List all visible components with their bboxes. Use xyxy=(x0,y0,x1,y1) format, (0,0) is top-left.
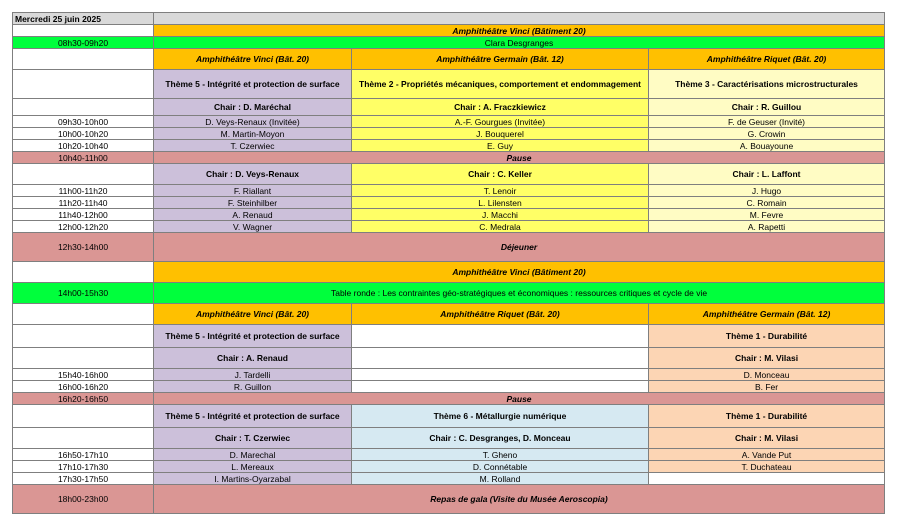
speaker: C. Medrala xyxy=(352,221,649,233)
chairs-row xyxy=(13,428,885,449)
plenary-row xyxy=(13,37,885,49)
talk-row xyxy=(13,381,885,393)
time-cell: 15h40-16h00 xyxy=(13,369,154,381)
talk-row xyxy=(13,473,885,485)
pause-row xyxy=(13,152,885,164)
date-row xyxy=(13,13,885,25)
chair-label: Chair : M. Vilasi xyxy=(649,348,885,369)
time-cell: 16h50-17h10 xyxy=(13,449,154,461)
room-header: Amphithéâtre Germain (Bât. 12) xyxy=(352,49,649,70)
time-cell: 17h30-17h50 xyxy=(13,473,154,485)
time-cell: 12h30-14h00 xyxy=(13,233,154,262)
speaker: C. Romain xyxy=(649,197,885,209)
lunch-label: Déjeuner xyxy=(154,233,885,262)
chair-label: Chair : C. Keller xyxy=(352,164,649,185)
date-row-fill xyxy=(154,13,885,25)
themes-row xyxy=(13,325,885,348)
speaker: J. Hugo xyxy=(649,185,885,197)
speaker: V. Wagner xyxy=(154,221,352,233)
talk-row xyxy=(13,461,885,473)
chairs-row xyxy=(13,164,885,185)
time-cell: 18h00-23h00 xyxy=(13,485,154,514)
chair-label: Chair : D. Veys-Renaux xyxy=(154,164,352,185)
chair-label: Chair : A. Renaud xyxy=(154,348,352,369)
speaker: D. Veys-Renaux (Invitée) xyxy=(154,116,352,128)
speaker: F. de Geuser (Invité) xyxy=(649,116,885,128)
theme-title: Thème 5 - Intégrité et protection de surface xyxy=(154,325,352,348)
talk-row xyxy=(13,221,885,233)
room-header: Amphithéâtre Vinci (Bâtiment 20) xyxy=(154,262,885,283)
chair-label: Chair : C. Desgranges, D. Monceau xyxy=(352,428,649,449)
speaker: L. Mereaux xyxy=(154,461,352,473)
time-cell: 16h00-16h20 xyxy=(13,381,154,393)
theme-title: Thème 1 - Durabilité xyxy=(649,405,885,428)
speaker: T. Gheno xyxy=(352,449,649,461)
pause-label: Pause xyxy=(154,152,885,164)
speaker: T. Lenoir xyxy=(352,185,649,197)
time-cell: 08h30-09h20 xyxy=(13,37,154,49)
speaker: J. Tardelli xyxy=(154,369,352,381)
speaker: R. Guillon xyxy=(154,381,352,393)
pause-label: Pause xyxy=(154,393,885,405)
time-cell: 11h20-11h40 xyxy=(13,197,154,209)
speaker: B. Fer xyxy=(649,381,885,393)
theme-title: Thème 1 - Durabilité xyxy=(649,325,885,348)
speaker: J. Macchi xyxy=(352,209,649,221)
speaker: T. Czerwiec xyxy=(154,140,352,152)
speaker: L. Lilensten xyxy=(352,197,649,209)
gala-row xyxy=(13,485,885,514)
speaker: A. Vande Put xyxy=(649,449,885,461)
speaker: G. Crowin xyxy=(649,128,885,140)
chair-label: Chair : T. Czerwiec xyxy=(154,428,352,449)
themes-row xyxy=(13,405,885,428)
speaker: D. Monceau xyxy=(649,369,885,381)
themes-row xyxy=(13,70,885,99)
chair-label: Chair : M. Vilasi xyxy=(649,428,885,449)
room-header: Amphithéâtre Riquet (Bât. 20) xyxy=(649,49,885,70)
talk-row xyxy=(13,128,885,140)
theme-title: Thème 5 - Intégrité et protection de surface xyxy=(154,70,352,99)
speaker: T. Duchateau xyxy=(649,461,885,473)
time-cell: 10h20-10h40 xyxy=(13,140,154,152)
theme-title: Thème 5 - Intégrité et protection de surface xyxy=(154,405,352,428)
room-header: Amphithéâtre Vinci (Bât. 20) xyxy=(154,304,352,325)
room-header: Amphithéâtre Vinci (Bâtiment 20) xyxy=(154,25,885,37)
talk-row xyxy=(13,185,885,197)
speaker: A. Renaud xyxy=(154,209,352,221)
speaker: E. Guy xyxy=(352,140,649,152)
date-cell: Mercredi 25 juin 2025 xyxy=(13,13,154,25)
pause-row xyxy=(13,393,885,405)
talk-row xyxy=(13,197,885,209)
time-cell: 09h30-10h00 xyxy=(13,116,154,128)
time-cell: 12h00-12h20 xyxy=(13,221,154,233)
time-cell: 10h00-10h20 xyxy=(13,128,154,140)
talk-row xyxy=(13,449,885,461)
time-cell: 11h40-12h00 xyxy=(13,209,154,221)
roundtable-title: Table ronde : Les contraintes géo-stratégiques et économiques : ressources critiques et cycle de vie xyxy=(154,283,885,304)
plenary-speaker: Clara Desgranges xyxy=(154,37,885,49)
roundtable-row xyxy=(13,283,885,304)
chair-label: Chair : L. Laffont xyxy=(649,164,885,185)
afternoon-room-row xyxy=(13,262,885,283)
speaker xyxy=(352,381,649,393)
session-rooms-row xyxy=(13,304,885,325)
speaker: J. Bouquerel xyxy=(352,128,649,140)
session-rooms-row xyxy=(13,49,885,70)
morning-room-row xyxy=(13,25,885,37)
theme-title: Thème 3 - Caractérisations microstructurales xyxy=(649,70,885,99)
speaker: D. Connétable xyxy=(352,461,649,473)
speaker: A. Bouayoune xyxy=(649,140,885,152)
speaker xyxy=(649,473,885,485)
gala-label: Repas de gala (Visite du Musée Aeroscopia) xyxy=(154,485,885,514)
schedule-table xyxy=(12,12,885,514)
chairs-row xyxy=(13,99,885,116)
speaker: A. Rapetti xyxy=(649,221,885,233)
talk-row xyxy=(13,369,885,381)
time-cell: 17h10-17h30 xyxy=(13,461,154,473)
theme-title: Thème 2 - Propriétés mécaniques, comportement et endommagement xyxy=(352,70,649,99)
time-cell: 14h00-15h30 xyxy=(13,283,154,304)
time-cell: 16h20-16h50 xyxy=(13,393,154,405)
theme-title: Thème 6 - Métallurgie numérique xyxy=(352,405,649,428)
speaker: F. Steinhilber xyxy=(154,197,352,209)
speaker: M. Fevre xyxy=(649,209,885,221)
speaker: M. Martin-Moyon xyxy=(154,128,352,140)
chair-label: Chair : A. Fraczkiewicz xyxy=(352,99,649,116)
room-header: Amphithéâtre Germain (Bât. 12) xyxy=(649,304,885,325)
room-header: Amphithéâtre Riquet (Bât. 20) xyxy=(352,304,649,325)
speaker: A.-F. Gourgues (Invitée) xyxy=(352,116,649,128)
speaker: D. Marechal xyxy=(154,449,352,461)
room-header: Amphithéâtre Vinci (Bât. 20) xyxy=(154,49,352,70)
speaker: M. Rolland xyxy=(352,473,649,485)
time-cell: 10h40-11h00 xyxy=(13,152,154,164)
speaker: F. Riallant xyxy=(154,185,352,197)
chairs-row xyxy=(13,348,885,369)
lunch-row xyxy=(13,233,885,262)
speaker: I. Martins-Oyarzabal xyxy=(154,473,352,485)
talk-row xyxy=(13,209,885,221)
time-cell: 11h00-11h20 xyxy=(13,185,154,197)
talk-row xyxy=(13,116,885,128)
talk-row xyxy=(13,140,885,152)
chair-label: Chair : R. Guillou xyxy=(649,99,885,116)
chair-label: Chair : D. Maréchal xyxy=(154,99,352,116)
speaker xyxy=(352,369,649,381)
